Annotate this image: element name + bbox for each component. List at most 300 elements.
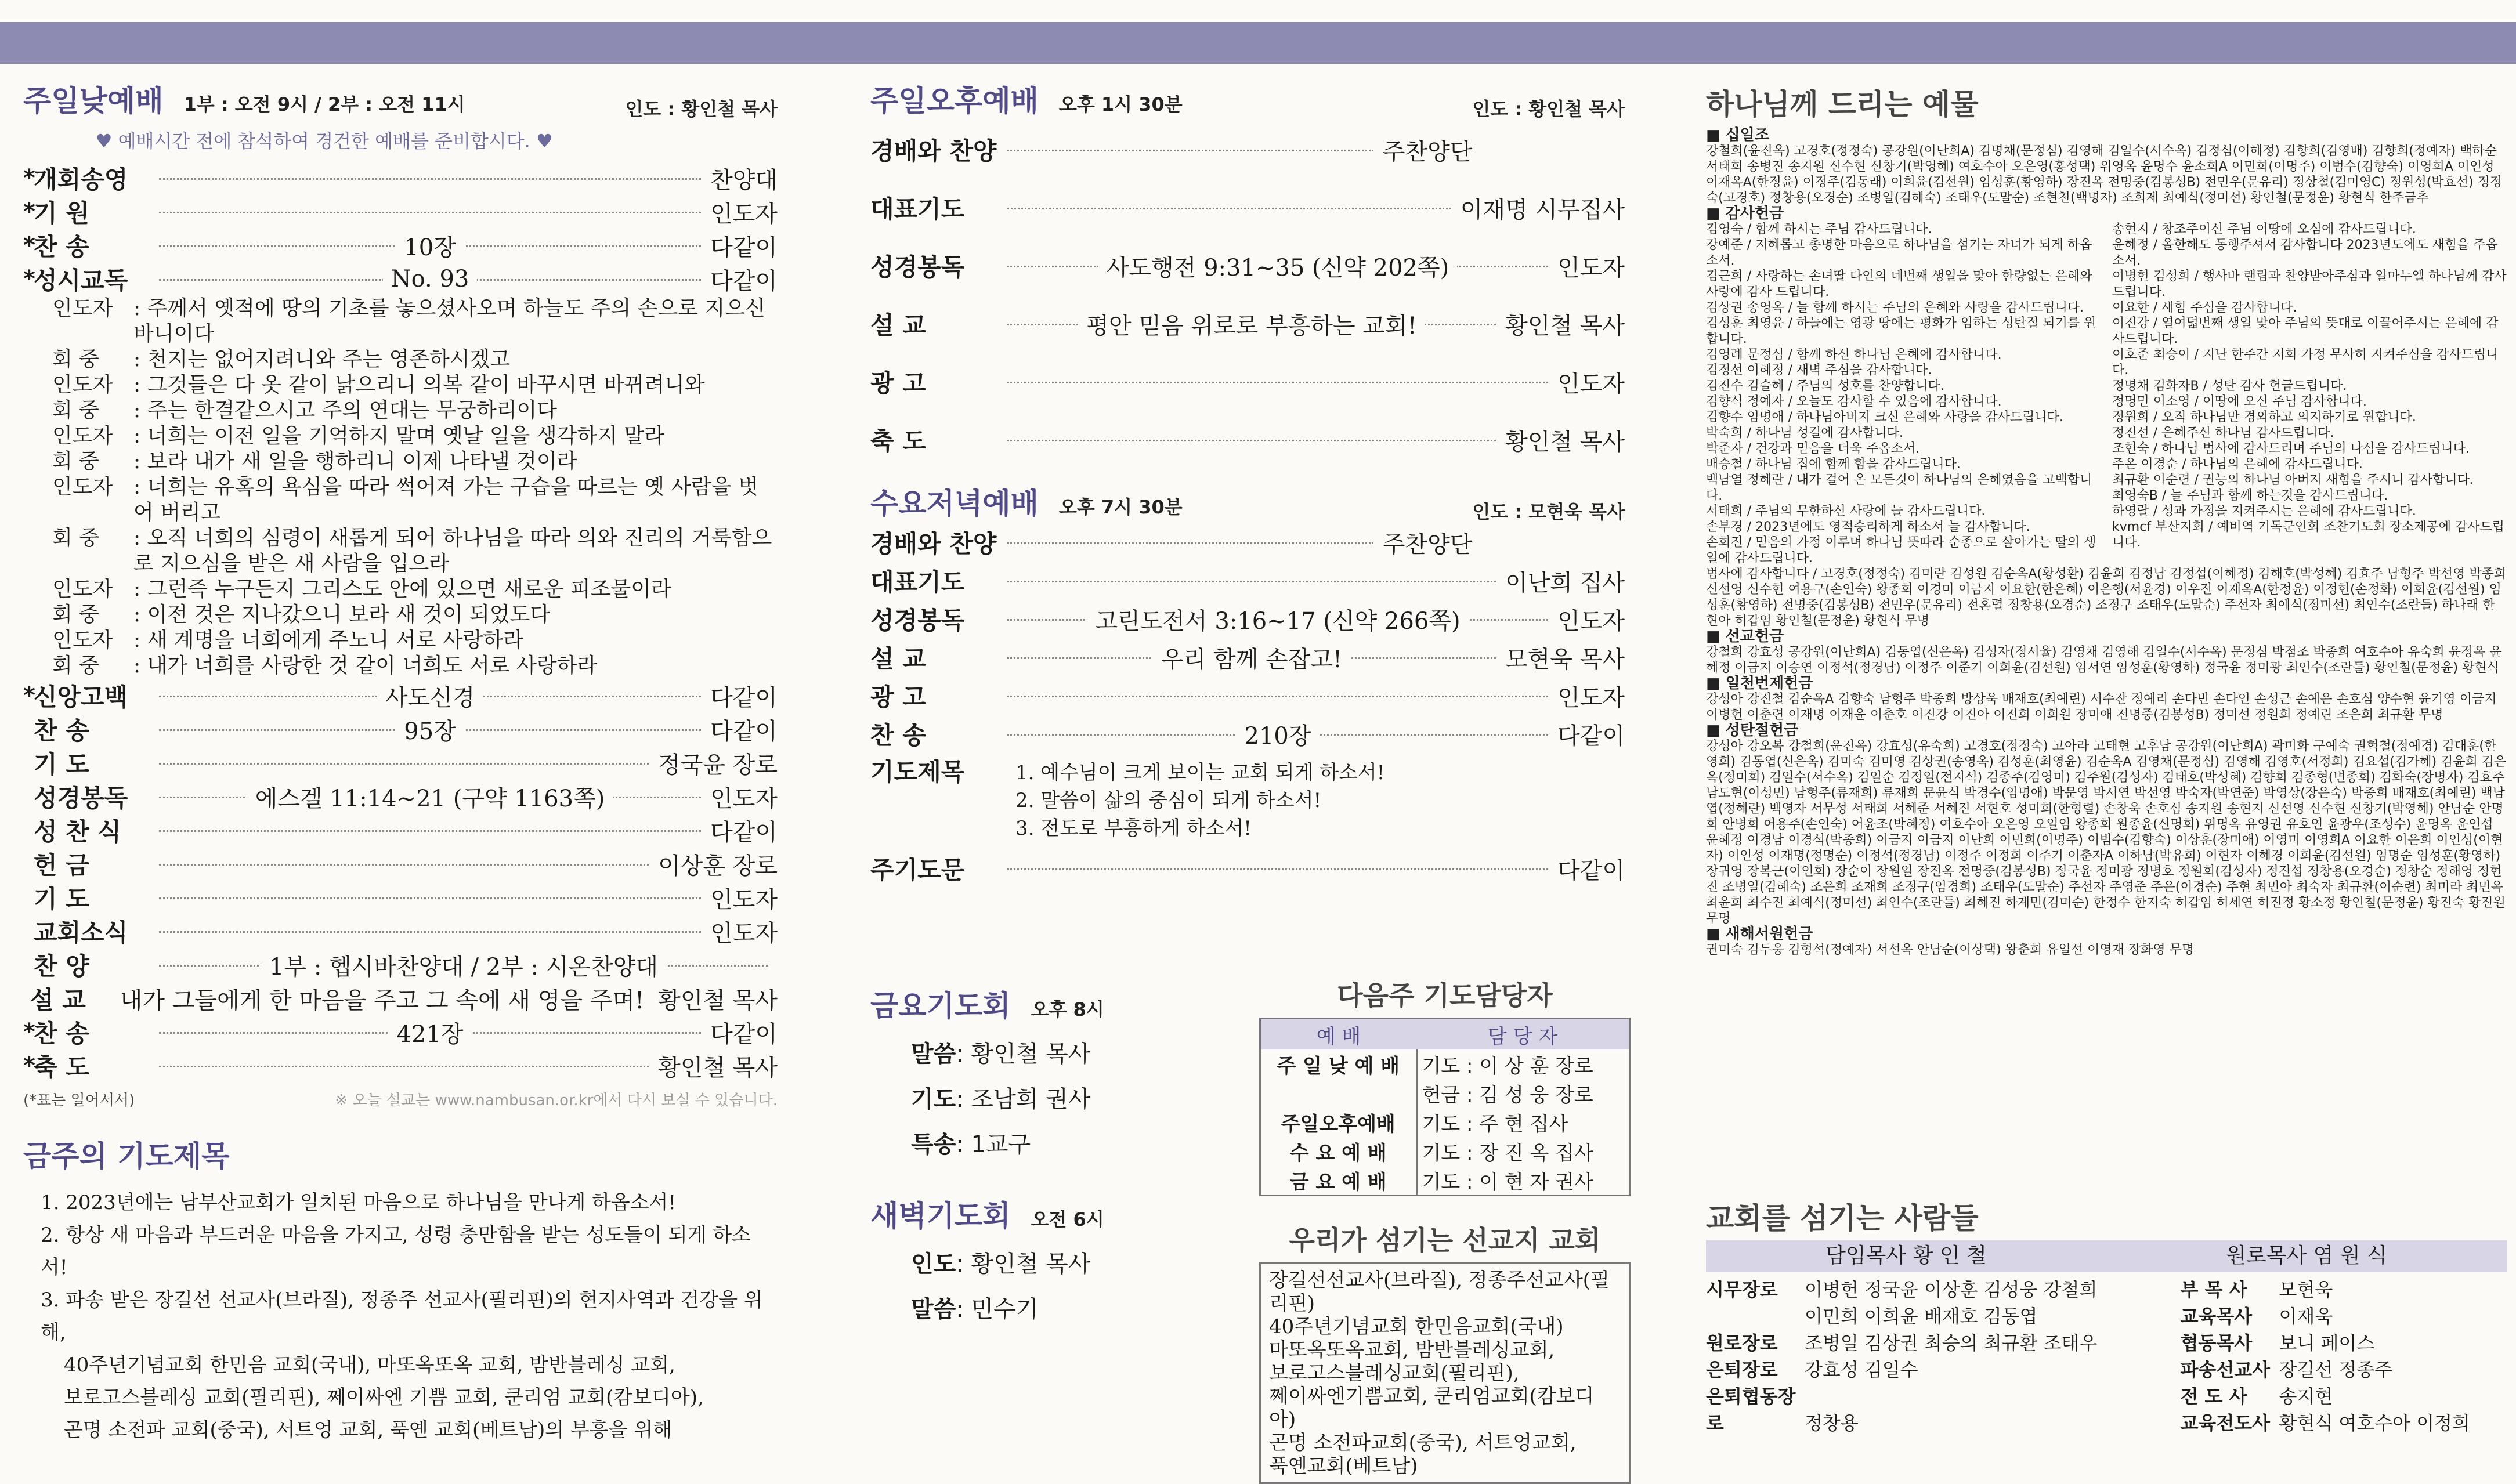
duty-person: 기도 : 이 상 훈 장로: [1422, 1054, 1593, 1078]
order-detail: 95장: [396, 713, 464, 746]
thanks-item: 주온 이경순 / 하나님의 은혜에 감사드립니다.: [2112, 457, 2363, 472]
staff-row: [2181, 1356, 2507, 1383]
xmas-heading: ■ 성탄절헌금: [1706, 722, 1799, 739]
order-label: 성경봉독: [870, 253, 965, 281]
order-label: 축 도: [870, 427, 926, 455]
afternoon-leader: 인도 : 황인철 목사: [1472, 98, 1625, 120]
order-row: [23, 1049, 778, 1083]
order-row: [23, 914, 778, 948]
duty-person: 기도 : 장 진 옥 집사: [1422, 1141, 1593, 1165]
staff-names: 보니 페이스: [2279, 1332, 2375, 1354]
order-row: [23, 813, 778, 847]
reader: 회 중: [52, 348, 99, 371]
thanks-item: 하영랄 / 성과 가정을 지켜주시는 은혜에 감사드립니다.: [2112, 504, 2416, 519]
top-banner: [0, 22, 2516, 64]
tithe-heading: ■ 십일조: [1706, 126, 1769, 144]
wednesday-time: 오후 7시 30분: [1058, 496, 1183, 518]
order-by: 주찬양단: [1382, 531, 1473, 558]
order-detail: 사도신경: [377, 679, 483, 712]
order-label: 경배와 찬양: [870, 137, 997, 165]
next-week-table: [1259, 1018, 1631, 1196]
col-person: 담 당 자: [1416, 1019, 1630, 1050]
schedule-key: 기도: [911, 1086, 956, 1113]
service-name: [1260, 1078, 1417, 1107]
mission-heading: ■ 선교헌금: [1706, 628, 1784, 645]
reading-text: : 보라 내가 새 일을 행하리니 이제 나타낼 것이라: [133, 450, 577, 473]
thanks-item: 김영숙 / 함께 하시는 주님 감사드립니다.: [1706, 222, 1932, 237]
staff-row: [2181, 1330, 2507, 1356]
order-detail: 421장: [389, 1016, 472, 1049]
sunday-times: 1부 : 오전 9시 / 2부 : 오전 11시: [183, 93, 465, 115]
thanks-right: [2101, 222, 2507, 566]
schedule-row: [911, 1242, 1207, 1287]
schedule-key: 말씀: [911, 1296, 956, 1323]
stand-mark: *: [23, 165, 35, 191]
order-detail: 평안 믿음 위로로 부흥하는 교회!: [1078, 307, 1425, 341]
order-label: 축 도: [34, 1053, 89, 1081]
staff-head: [1706, 1240, 2507, 1272]
order-detail: 우리 함께 손잡고!: [1153, 641, 1350, 674]
staff-role: 교육목사: [2180, 1305, 2253, 1327]
schedule-row: [911, 1122, 1207, 1167]
staff-row: [2181, 1383, 2507, 1410]
staff-row: [1706, 1330, 2163, 1356]
staff-role: 원로장로: [1706, 1332, 1778, 1354]
first-heading: ■ 일천번제헌금: [1706, 675, 1813, 692]
reader: 회 중: [52, 399, 99, 422]
order-label: 신앙고백: [34, 683, 128, 711]
sunday-footnotes: [23, 1088, 778, 1110]
offerings-title: 하나님께 드리는 예물: [1706, 88, 1979, 121]
order-label: 찬 송: [870, 721, 926, 750]
schedule-key: 말씀: [911, 1041, 956, 1067]
reading-text: : 그런즉 누구든지 그리스도 안에 있으면 새로운 피조물이라: [133, 577, 671, 601]
order-detail: 에스겔 11:14~21 (구약 1163쪽): [247, 780, 613, 813]
mission-church: 푹옌교회(베트남): [1269, 1454, 1418, 1478]
stand-mark: *: [23, 682, 35, 709]
sunday-order-2: [23, 679, 778, 1083]
reading-line: [23, 398, 778, 424]
order-by: 인도자: [1557, 370, 1625, 397]
stand-mark: *: [23, 232, 35, 259]
staff-row: [2181, 1303, 2507, 1330]
reading-text: : 너희는 유혹의 욕심을 따라 썩어져 가는 구습을 따르는 옛 사람을 벗어 버리고: [133, 475, 758, 524]
order-row: [870, 523, 1472, 562]
staff-role: 교육전도사: [2180, 1412, 2271, 1434]
friday-section: [870, 986, 1207, 1332]
order-row: [870, 715, 1625, 753]
thanks-item: 김영례 문정심 / 함께 하신 하나님 은혜에 감사합니다.: [1706, 348, 2002, 362]
col-service: 예 배: [1260, 1019, 1417, 1050]
thanks-item: 서태희 / 주님의 무한하신 사랑에 늘 감사드립니다.: [1706, 504, 1986, 519]
mission-church: 40주년기념교회 한민음교회(국내): [1269, 1315, 1564, 1338]
staff-row: [1706, 1356, 2163, 1383]
thanks-item: 박숙희 / 하나님 성길에 감사합니다.: [1706, 426, 1903, 440]
order-row: [23, 161, 778, 195]
prayer-item: 2. 항상 새 마음과 부드러운 마음을 가지고, 성령 충만함을 받는 성도들이 되게 하소서!: [41, 1224, 751, 1279]
responsive-reading: [23, 296, 778, 679]
order-by: 다같이: [710, 234, 778, 261]
new-heading: ■ 새해서원헌금: [1706, 925, 1813, 943]
thanks-item: 김근희 / 사랑하는 손녀딸 다인의 네번째 생일을 맞아 한량없는 은혜와 사랑에 감사 드립니다.: [1706, 269, 2092, 299]
afternoon-title: 주일오후예배: [870, 84, 1039, 118]
order-label: 경배와 찬양: [870, 530, 997, 558]
staff-role: 시무장로: [1706, 1279, 1778, 1301]
reader: 인도자: [52, 373, 113, 397]
service-name: 금 요 예 배: [1260, 1166, 1417, 1196]
column-services: [870, 81, 1625, 1478]
thanks-item: 최영숙B / 늘 주님과 함께 하는것을 감사드립니다.: [2112, 488, 2388, 503]
staff-names: 이민희 이희윤 배재호 김동엽: [1805, 1305, 2038, 1327]
staff-row: [1706, 1276, 2163, 1303]
staff-role: 협동목사: [2180, 1332, 2253, 1354]
order-label: 기 원: [34, 199, 89, 227]
reader: 인도자: [52, 475, 113, 499]
schedule-value: : 민수기: [956, 1296, 1039, 1323]
wed-prayer-list: [1015, 759, 1625, 842]
thanks-item: 정명민 이소영 / 이땅에 오신 주님 감사합니다.: [2112, 394, 2367, 409]
stand-mark: *: [23, 1019, 35, 1045]
dawn-title: 새벽기도회: [870, 1199, 1011, 1233]
sunday-order-1: [23, 161, 778, 296]
order-detail: 고린도전서 3:16~17 (신약 266쪽): [1087, 603, 1469, 636]
reader: 회 중: [52, 526, 99, 550]
dawn-list: [911, 1242, 1207, 1332]
order-row: [23, 780, 778, 813]
reading-text: : 내가 너희를 사랑한 것 같이 너희도 서로 사랑하라: [133, 654, 598, 678]
staff-role: 파송선교사: [2180, 1359, 2271, 1381]
reading-line: [23, 347, 778, 372]
sunday-leader: 인도 : 황인철 목사: [625, 98, 778, 120]
thanks-item: kvmcf 부산지회 / 예비역 기독군인회 조찬기도회 장소제공에 감사드립니다.: [2112, 520, 2504, 550]
order-label: 헌 금: [34, 851, 89, 879]
prayer-title: 금주의 기도제목: [23, 1139, 230, 1173]
order-by: 이난희 집사: [1505, 569, 1625, 596]
schedule-value: : 황인철 목사: [956, 1041, 1091, 1067]
friday-time: 오후 8시: [1031, 998, 1104, 1020]
sunday-title: 주일낮예배: [23, 84, 164, 118]
thanks-left: [1706, 222, 2101, 566]
order-row: [23, 229, 778, 262]
order-label: 광 고: [870, 369, 926, 397]
order-label: 찬 송: [34, 233, 89, 261]
thanks-item: 김향식 정예자 / 오늘도 감사할 수 있음에 감사합니다.: [1706, 394, 2002, 409]
sunday-note: ♥ 예배시간 전에 참석하여 경건한 예배를 준비합시다. ♥: [95, 130, 553, 152]
order-label: 설 교: [870, 311, 926, 339]
prayer-section: [23, 1133, 778, 1446]
reading-text: : 주께서 옛적에 땅의 기초를 놓으셨사오며 하늘도 주의 손으로 지으신 바니이다: [133, 296, 765, 346]
staff-list: [1706, 1276, 2507, 1436]
reader: 인도자: [52, 577, 113, 601]
order-by: 황인철 목사: [1505, 312, 1625, 339]
order-row: [23, 679, 778, 712]
staff-role: 전 도 사: [2180, 1385, 2247, 1407]
missions-title: 우리가 섬기는 선교지 교회: [1289, 1225, 1601, 1256]
reading-text: : 천지는 없어지려니와 주는 영존하시겠고: [133, 348, 511, 371]
wed-prayer-item: 2. 말씀이 삶의 중심이 되게 하소서!: [1015, 789, 1322, 812]
lords-prayer-by: 다같이: [1557, 857, 1625, 884]
staff-row: [1706, 1303, 2163, 1330]
afternoon-order: [870, 121, 1625, 469]
reader: 회 중: [52, 450, 99, 473]
stand-note: (*표는 일어서서): [23, 1092, 135, 1109]
mission-church: 곤명 소전파교회(중국), 서트엉교회,: [1269, 1431, 1577, 1454]
order-label: 개회송영: [34, 165, 128, 194]
order-row: [870, 179, 1625, 237]
reading-line: [23, 577, 778, 602]
duty-person: 기도 : 이 현 자 권사: [1422, 1170, 1593, 1194]
order-row: [870, 600, 1625, 638]
staff-row: [1706, 1383, 2163, 1436]
next-week-section: [1259, 975, 1631, 1484]
order-by: 이상훈 장로: [658, 852, 778, 879]
order-label: 설 교: [30, 986, 86, 1014]
mission-church: 마또옥또옥교회, 밤반블레싱교회,: [1269, 1338, 1555, 1362]
senior-pastor: 담임목사 황 인 철: [1825, 1244, 1987, 1268]
order-by: 인도자: [710, 886, 778, 913]
mission-church: 쩨이싸엔기쁨교회, 쿤리엄교회(캄보디아): [1269, 1385, 1595, 1431]
order-by: 인도자: [1557, 607, 1625, 635]
reading-line: [23, 372, 778, 398]
service-name: 수 요 예 배: [1260, 1136, 1417, 1166]
next-week-row: [1260, 1107, 1630, 1136]
wednesday-order: [870, 523, 1625, 753]
order-by: 다같이: [1557, 722, 1625, 750]
order-by: 다같이: [710, 684, 778, 711]
order-by: 인도자: [1557, 254, 1625, 281]
lords-prayer-row: [870, 849, 1625, 888]
reading-text: : 그것들은 다 옷 같이 낡으리니 의복 같이 바꾸시면 바뀌려니와: [133, 373, 705, 397]
stand-mark: *: [23, 198, 35, 225]
order-by: 황인철 목사: [658, 1054, 778, 1081]
column-sunday: [23, 81, 778, 1446]
schedule-value: : 황인철 목사: [956, 1251, 1091, 1277]
order-by: 황인철 목사: [1505, 428, 1625, 455]
staff-names: 송지현: [2279, 1385, 2333, 1407]
reading-line: [23, 526, 778, 577]
staff-names: 모현욱: [2279, 1279, 2333, 1301]
reading-text: : 오직 너희의 심령이 새롭게 되어 하나님을 따라 의와 진리의 거룩함으로 지으심을 받은 새 사람을 입으라: [133, 526, 772, 575]
order-label: 찬 송: [34, 1019, 89, 1048]
order-label: 대표기도: [870, 195, 965, 223]
reading-line: [23, 602, 778, 628]
thanks-item: 이요한 / 새힘 주심을 감사합니다.: [2112, 301, 2297, 315]
wednesday-leader: 인도 : 모현욱 목사: [1472, 501, 1625, 523]
order-row: [23, 948, 778, 982]
reading-text: : 주는 한결같으시고 주의 연대는 무궁하리이다: [133, 399, 558, 422]
thanks-item: 김향수 임명애 / 하나님아버지 크신 은혜와 사랑을 감사드립니다.: [1706, 410, 2063, 425]
order-row: [23, 847, 778, 881]
mission-church: 장길선선교사(브라질), 정종주선교사(필리핀): [1269, 1269, 1610, 1315]
order-row: [870, 638, 1625, 676]
order-detail: No. 93: [383, 266, 478, 292]
thanks-item: 윤혜정 / 올한해도 동행주셔서 감사합니다 2023년도에도 새힘을 주옵소서.: [2112, 238, 2498, 268]
thanks-item: 정진선 / 은혜주신 하나님 감사드립니다.: [2112, 426, 2334, 440]
sermon-url-note: ※ 오늘 설교는 www.nambusan.or.kr에서 다시 보실 수 있습니다.: [335, 1092, 778, 1109]
order-label: 기 도: [34, 885, 89, 913]
order-detail: 내가 그들에게 한 마음을 주고 그 속에 새 영을 주며!: [112, 982, 652, 1015]
order-by: 황인철 목사: [658, 987, 778, 1014]
reader: 회 중: [52, 603, 99, 627]
duty-person: 기도 : 주 현 집사: [1422, 1112, 1568, 1136]
mission-church: 보로고스블레싱교회(필리핀),: [1269, 1362, 1520, 1385]
reader: 인도자: [52, 628, 113, 652]
order-by: 정국윤 장로: [658, 751, 778, 779]
thanks-item: 김상권 송영옥 / 늘 함께 하시는 주님의 은혜와 사랑을 감사드립니다.: [1706, 301, 2084, 315]
friday-list: [911, 1031, 1207, 1167]
thanks-item: 김성훈 최영윤 / 하늘에는 영광 땅에는 평화가 임하는 성탄절 되기를 원합니다.: [1706, 316, 2096, 346]
next-week-row: [1260, 1166, 1630, 1196]
service-name: 주일오후예배: [1260, 1107, 1417, 1136]
order-row: [23, 982, 778, 1015]
order-row: [870, 237, 1625, 295]
thanks-heading: ■ 감사헌금: [1706, 205, 1784, 222]
order-label: 찬 양: [34, 952, 89, 980]
order-label: 찬 송: [34, 716, 89, 745]
thanks-item: 송현지 / 창조주이신 주님 이땅에 오심에 감사드립니다.: [2112, 222, 2416, 237]
schedule-value: : 1교구: [956, 1131, 1031, 1158]
staff-names: 황현식 여호수아 이정희: [2279, 1412, 2470, 1434]
order-label: 성경봉독: [870, 606, 965, 635]
order-by: 주찬양단: [1382, 138, 1473, 165]
schedule-row: [911, 1031, 1207, 1077]
prayer-item: 1. 2023년에는 남부산교회가 일치된 마음으로 하나님을 만나게 하옵소서!: [41, 1191, 677, 1214]
order-label: 기 도: [34, 750, 89, 779]
new-list: 권미숙 김두웅 김형석(정예자) 서선옥 안남순(이상택) 왕춘희 유일선 이영재 장화영 무명: [1706, 943, 2195, 957]
reading-line: [23, 628, 778, 653]
reader: 회 중: [52, 654, 99, 678]
wednesday-header: [870, 484, 1625, 523]
wednesday-title: 수요저녁예배: [870, 487, 1039, 520]
thanks-item: 이호준 최승이 / 지난 한주간 저희 가정 무사히 지켜주심을 감사드립니다.: [2112, 348, 2499, 378]
thanks-item: 이진강 / 열여덟번째 생일 맞아 주님의 뜻대로 이끌어주시는 은혜에 감사드립니다.: [2112, 316, 2499, 346]
staff-role: 은퇴장로: [1706, 1359, 1778, 1381]
wed-prayer-item: 3. 전도로 부흥하게 하소서!: [1015, 817, 1252, 840]
thanks-item: 손부경 / 2023년에도 영적승리하게 하소서 늘 감사합니다.: [1706, 520, 2030, 534]
afternoon-header: [870, 81, 1625, 121]
wed-prayer-label: 기도제목: [870, 758, 965, 786]
order-label: 성경봉독: [34, 784, 128, 812]
staff-names: 장길선 정종주: [2279, 1359, 2393, 1381]
xmas-list: 강성아 강오복 강철희(윤진옥) 강효성(유숙희) 고경호(정정숙) 고아라 고태현 고후남 공강원(이난희A) 곽미화 구예숙 권혁철(정예경) 김대훈(한영희) 김동엽(신은옥) 김미숙 김미영 김상권(송영옥) 김성훈(최영윤) 김순옥A 김영채(문정심) 김영해 김영호(서정희) 김요섭(김가혜) 김윤희 김은옥(정미희) 김일수(서수옥) 김일순 김정일(전지석) 김종주(김영미) 김주원(김성자) 김태호(박성혜) 김향희 김종형(변종희) 김화숙(장병자) 김효주 남도현(이성민) 남형주(류재희) 류재희 문윤식 박경수(임명애) 박문영 박서연 박선영 박숙자(박연준) 박영상(장은숙) 박종희 배재호(최예린) 백남엽(정혜란) 백영자 서무성 서태희 서혜준 서혜진 서현호 성미희(한형렬) 손창욱 손호심 송지원 송현지 신선영 신수현 신창기(박영혜) 안남순 안명희 안병희 어용주(손인숙) 어윤조(박혜정) 여호수아 오은영 오일임 왕종희 원종윤(신명희) 위명옥 유영권 유호연 윤광우(조성수) 윤명옥 윤인섭 윤혜정 이경남 이경석(박종희) 이금지 이금지 이난희 이민희(이명주) 이범수(김향숙) 이상훈(장미애) 이영미 이영희A 이요한 이은희 이인성(이현자) 이인성 이재명(정명순) 이정석(정경남) 이정주 이정희 이주기 이춘자A 이하남(박유희) 이현자 이혜경 이희윤(김선원) 임명순 임성훈(황영하) 장귀영 장복근(이인희) 장순이 장원일 장진옥 전명중(김봉성B) 정국윤 정미광 정병호 정원희(김성자) 정진섭 정창용(오경순) 정창순 정해영 정현진 조병일(김혜숙) 조은희 조재희 조정구(임경희) 조태우(도말순) 주선자 주영준 주은(이경순) 주현 최민아 최숙자 최규환(이순련) 최미라 최민옥 최윤희 최수진 최예식(정미선) 최인수(조란들) 최혜진 하계민(김미순) 한정수 한지숙 허갑임 허세연 허진정 황소정 황인철(문정윤) 황진숙 황진원 무명: [1706, 739, 2507, 926]
next-week-row: [1260, 1049, 1630, 1078]
thanks-item: 정명채 김화자B / 성탄 감사 헌금드립니다.: [2112, 379, 2347, 393]
prayer-item: 보로고스블레싱 교회(필리핀), 쩨이싸엔 기쁨 교회, 쿤리엄 교회(캄보디아),: [64, 1386, 704, 1409]
duty-person: 헌금 : 김 성 웅 장로: [1422, 1083, 1593, 1107]
reading-line: [23, 296, 778, 347]
service-name: 주 일 낮 예 배: [1260, 1049, 1417, 1078]
prayer-item: 3. 파송 받은 장길선 선교사(브라질), 정종주 선교사(필리핀)의 현지사역과 건강을 위해,: [41, 1288, 763, 1344]
order-label: 성시교독: [34, 266, 128, 295]
order-by: 다같이: [710, 267, 778, 295]
thanks-item: 박준자 / 건강과 믿음을 더욱 주옵소서.: [1706, 441, 1920, 456]
sunday-header: [23, 81, 778, 121]
order-row: [870, 121, 1472, 179]
order-label: 교회소식: [34, 918, 128, 947]
reader: 인도자: [52, 424, 113, 448]
thanks-item: 백남열 정혜란 / 내가 걸어 온 모든것이 하나님의 은혜였음을 고백합니다.: [1706, 473, 2092, 503]
order-label: 광 고: [870, 683, 926, 711]
thanks-item: 정원희 / 오직 하나님만 경외하고 의지하기로 원합니다.: [2112, 410, 2416, 425]
stand-mark: *: [23, 1052, 35, 1079]
staff-names: 이병헌 정국윤 이상훈 김성웅 강철희: [1805, 1279, 2098, 1301]
order-detail: 1부 : 헵시바찬양대 / 2부 : 시온찬양대: [261, 949, 666, 982]
dawn-time: 오전 6시: [1031, 1208, 1104, 1230]
order-row: [870, 295, 1625, 353]
reading-text: : 새 계명을 너희에게 주노니 서로 사랑하라: [133, 628, 523, 652]
schedule-key: 인도: [911, 1251, 956, 1277]
order-by: 다같이: [710, 819, 778, 846]
order-by: 인도자: [710, 200, 778, 227]
order-row: [870, 411, 1625, 469]
staff-section: [1706, 1195, 2507, 1436]
staff-role: 은퇴협동장로: [1706, 1385, 1796, 1434]
staff-names: 강효성 김일수: [1805, 1359, 1918, 1381]
order-row: [23, 1015, 778, 1049]
staff-row: [2181, 1410, 2507, 1436]
staff-names: 조병일 김상권 최승의 최규환 조태우: [1805, 1332, 2098, 1354]
column-offerings: [1706, 81, 2507, 1434]
thanks-item: 조현숙 / 하나님 범사에 감사드리며 주님의 나심을 감사드립니다.: [2112, 441, 2470, 456]
prayer-item: 곤명 소전파 교회(중국), 서트엉 교회, 푹옌 교회(베트남)의 부흥을 위해: [64, 1418, 672, 1442]
wed-prayer-item: 1. 예수님이 크게 보이는 교회 되게 하소서!: [1015, 761, 1385, 784]
order-by: 인도자: [710, 785, 778, 812]
order-by: 다같이: [710, 1020, 778, 1048]
order-by: 인도자: [710, 920, 778, 947]
thanks-item: 손희진 / 믿음의 가정 이루며 하나님 뜻따라 순종으로 살아가는 딸의 생일에 감사드립니다.: [1706, 535, 2096, 566]
order-label: 성 찬 식: [34, 817, 121, 846]
order-row: [23, 712, 778, 746]
prayer-item: 40주년기념교회 한민음 교회(국내), 마또옥또옥 교회, 밤반블레싱 교회,: [64, 1353, 675, 1377]
order-detail: 10장: [396, 229, 464, 262]
friday-title: 금요기도회: [870, 989, 1011, 1023]
reading-line: [23, 449, 778, 475]
afternoon-time: 오후 1시 30분: [1058, 93, 1183, 115]
staff-names: 이재욱: [2279, 1305, 2333, 1327]
order-detail: 210장: [1237, 718, 1320, 751]
order-row: [23, 746, 778, 780]
thanks-item: 배승철 / 하나님 집에 함께 함을 감사드립니다.: [1706, 457, 1961, 472]
missions-list: [1259, 1262, 1631, 1484]
schedule-row: [911, 1077, 1207, 1122]
schedule-row: [911, 1287, 1207, 1332]
reading-line: [23, 475, 778, 526]
schedule-value: : 조남희 권사: [956, 1086, 1091, 1113]
order-by: 이재명 시무집사: [1460, 196, 1625, 223]
thanks-item: 이병헌 김성희 / 행사바 랜림과 찬양받아주심과 일마누엘 하나님께 감사드립니다.: [2112, 269, 2507, 299]
order-row: [870, 562, 1625, 600]
thanks-item: 김진수 김슬혜 / 주님의 성호를 찬양합니다.: [1706, 379, 1944, 393]
next-week-row: [1260, 1136, 1630, 1166]
reading-text: : 이전 것은 지나갔으니 보라 새 것이 되었도다: [133, 603, 551, 627]
thanks-item: 강예준 / 지혜롭고 총명한 마음으로 하나님을 섬기는 자녀가 되게 하옵소서.: [1706, 238, 2092, 268]
staff-names: 정창용: [1805, 1412, 1859, 1434]
schedule-key: 특송: [911, 1131, 956, 1158]
next-week-row: [1260, 1078, 1630, 1107]
tithe-list: 강철희(윤진옥) 고경호(정정숙) 공강원(이난희A) 김명채(문정심) 김영해 김일수(서수옥) 김정심(이혜정) 김향희(김영배) 김향희(정예자) 백하순 서태희 송병진 송지원 신수현 신창기(박영혜) 여호수아 오은영(홍성택) 위영옥 윤명수 윤소희A 이민희(이명주) 이범수(김향숙) 이영희A 이인성 이재옥A(한정윤) 이정주(김동래) 이희윤(김선원) 임성훈(황영하) 장진옥 전명중(김봉성B) 전민우(문유리) 정상철(김미영C) 정원성(박효선) 정정숙(고경호) 정창용(오경순) 조병일(김혜숙) 조태우(도말순) 조현천(백명자) 조희제 최예식(정미선) 황인철(문정윤) 황현식 한주금추: [1706, 144, 2503, 205]
order-by: 다같이: [710, 718, 778, 745]
offerings-body: [1706, 128, 2507, 958]
reading-text: : 너희는 이전 일을 기억하지 말며 옛날 일을 생각하지 말라: [133, 424, 664, 448]
order-label: 대표기도: [870, 568, 965, 596]
reading-line: [23, 424, 778, 449]
order-detail: 사도행전 9:31~35 (신약 202쪽): [1098, 249, 1457, 283]
thanks-item: 김정선 이혜정 / 새벽 주심을 감사합니다.: [1706, 363, 1932, 378]
reading-line: [23, 653, 778, 679]
emeritus-pastor: 원로목사 염 원 식: [2226, 1244, 2387, 1268]
order-row: [870, 676, 1625, 715]
order-by: 찬양대: [710, 167, 778, 194]
